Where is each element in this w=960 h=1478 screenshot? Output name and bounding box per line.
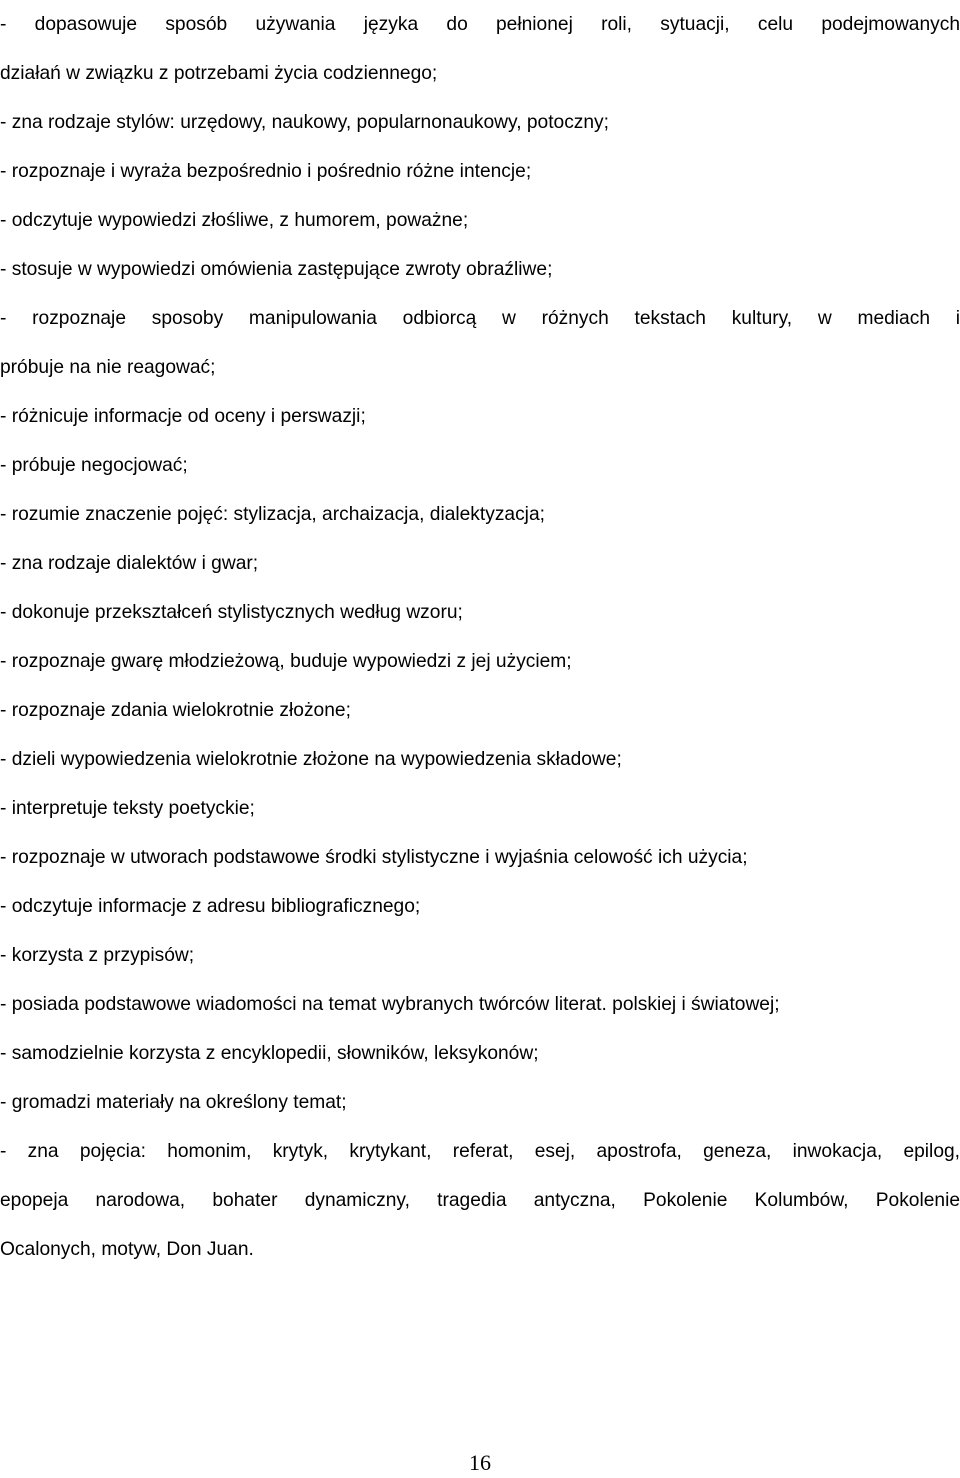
list-item: - posiada podstawowe wiadomości na temat wybranych twórców literat. polskiej i światowej; <box>0 994 780 1015</box>
list-item: - dzieli wypowiedzenia wielokrotnie złożone na wypowiedzenia składowe; <box>0 749 622 770</box>
list-item: - interpretuje teksty poetyckie; <box>0 798 255 819</box>
list-item: - stosuje w wypowiedzi omówienia zastępujące zwroty obraźliwe; <box>0 259 553 280</box>
text-line: działań w związku z potrzebami życia codziennego; <box>0 63 438 84</box>
list-item: - samodzielnie korzysta z encyklopedii, słowników, leksykonów; <box>0 1043 539 1064</box>
list-item: - gromadzi materiały na określony temat; <box>0 1092 347 1113</box>
list-item: - rozumie znaczenie pojęć: stylizacja, archaizacja, dialektyzacja; <box>0 504 545 525</box>
list-item: - rozpoznaje gwarę młodzieżową, buduje wypowiedzi z jej użyciem; <box>0 651 572 672</box>
page-number: 16 <box>469 1450 491 1475</box>
list-item <box>0 1127 960 1274</box>
list-item: - różnicuje informacje od oceny i perswazji; <box>0 406 366 427</box>
list-item: - odczytuje informacje z adresu bibliograficznego; <box>0 896 421 917</box>
list-item: - zna rodzaje dialektów i gwar; <box>0 553 259 574</box>
list-item: - dokonuje przekształceń stylistycznych według wzoru; <box>0 602 463 623</box>
list-item: - korzysta z przypisów; <box>0 945 195 966</box>
list-item: - zna rodzaje stylów: urzędowy, naukowy, popularnonaukowy, potoczny; <box>0 112 609 133</box>
text-line: - rozpoznaje sposoby manipulowania odbiorcą w różnych tekstach kultury, w mediach i <box>0 308 960 329</box>
list-item: - odczytuje wypowiedzi złośliwe, z humorem, poważne; <box>0 210 469 231</box>
text-line: - dopasowuje sposób używania języka do pełnionej roli, sytuacji, celu podejmowanych <box>0 14 960 35</box>
list-item: - próbuje negocjować; <box>0 455 188 476</box>
list-item: - rozpoznaje i wyraża bezpośrednio i pośrednio różne intencje; <box>0 161 532 182</box>
list-item: - rozpoznaje w utworach podstawowe środki stylistyczne i wyjaśnia celowość ich użycia; <box>0 847 748 868</box>
list-item <box>0 294 960 392</box>
list-item: - rozpoznaje zdania wielokrotnie złożone; <box>0 700 351 721</box>
list-item <box>0 0 960 98</box>
text-line: epopeja narodowa, bohater dynamiczny, tragedia antyczna, Pokolenie Kolumbów, Pokolenie <box>0 1190 960 1211</box>
text-line: Ocalonych, motyw, Don Juan. <box>0 1239 254 1260</box>
text-line: próbuje na nie reagować; <box>0 357 216 378</box>
text-line: - zna pojęcia: homonim, krytyk, krytykant, referat, esej, apostrofa, geneza, inwokacja, epilog, <box>0 1141 960 1162</box>
